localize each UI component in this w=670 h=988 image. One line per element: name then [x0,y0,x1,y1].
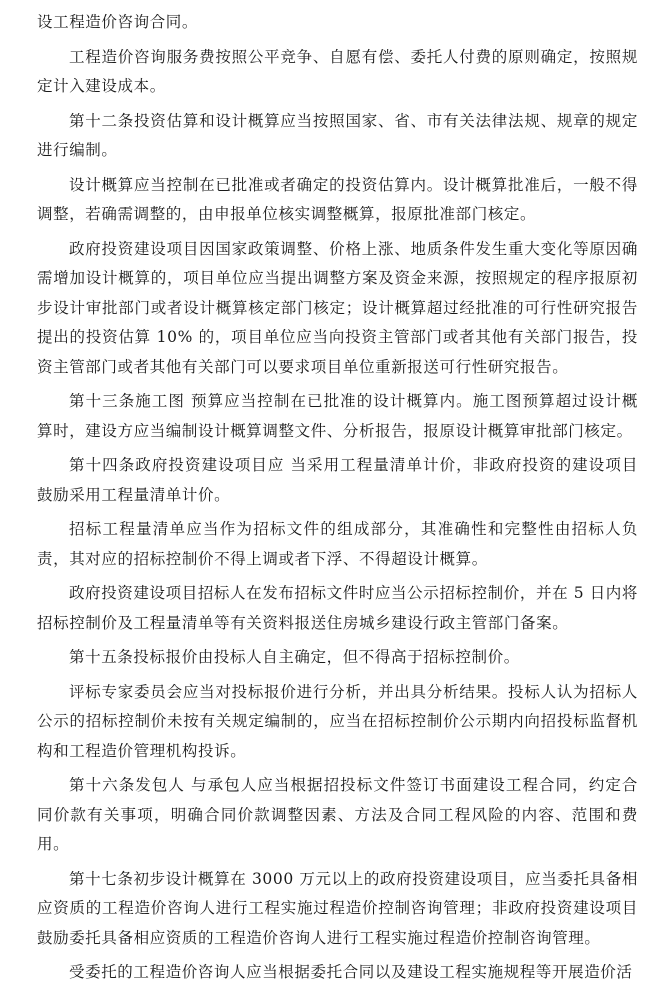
paragraph-article-12: 第十二条投资估算和设计概算应当按照国家、省、市有关法律法规、规章的规定进行编制。 [37,111,638,159]
paragraph-estimate-adjustment: 政府投资建设项目因国家政策调整、价格上涨、地质条件发生重大变化等原因确需增加设计概算的，项目单位应当提出调整方案及资金来源，按照规定的程序报原初步设计审批部门或者设计概算核定部门核定；设计概算超过经批准的可行性研究报告提出的投资估算 10% 的，项目单位应当向投资主管部门或者其他有关部门报告，投资主管部门或者其他有关部门可以要求项目单位重新报送可行性研究报告。 [37,239,638,376]
paragraph-bill-of-quantities: 招标工程量清单应当作为招标文件的组成部分，其准确性和完整性由招标人负责，其对应的招标控制价不得上调或者下浮、不得超设计概算。 [37,520,638,568]
paragraph-design-estimate-control: 设计概算应当控制在已批准或者确定的投资估算内。设计概算批准后，一般不得调整，若确需调整的，由申报单位核实调整概算，报原批准部门核定。 [37,175,638,223]
paragraph-bid-evaluation: 评标专家委员会应当对投标报价进行分析，并出具分析结果。投标人认为招标人公示的招标控制价未按有关规定编制的，应当在招标控制价公示期内向招投标监督机构和工程造价管理机构投诉。 [37,682,638,760]
paragraph-article-16: 第十六条发包人 与承包人应当根据招投标文件签订书面建设工程合同，约定合同价款有关事项，明确合同价款调整因素、方法及合同工程风险的内容、范围和费用。 [37,776,638,853]
paragraph-article-14: 第十四条政府投资建设项目应 当采用工程量清单计价，非政府投资的建设项目鼓励采用工程量清单计价。 [37,456,638,504]
paragraph-article-13: 第十三条施工图 预算应当控制在已批准的设计概算内。施工图预算超过设计概算时，建设方应当编制设计概算调整文件、分析报告，报原设计概算审批部门核定。 [37,392,638,440]
paragraph-article-17: 第十七条初步设计概算在 3000 万元以上的政府投资建设项目，应当委托具备相应资质的工程造价咨询人进行工程实施过程造价控制咨询管理；非政府投资建设项目鼓励委托具备相应资质的工程造价咨询人进行工程实施过程造价控制咨询管理。 [37,869,638,947]
paragraph-consulting-fee: 工程造价咨询服务费按照公平竞争、自愿有偿、委托人付费的原则确定，按照规定计入建设成本。 [37,47,638,95]
paragraph-consultant-duties: 受委托的工程造价咨询人应当根据委托合同以及建设工程实施规程等开展造价活 [69,963,633,981]
paragraph-article-15: 第十五条投标报价由投标人自主确定，但不得高于招标控制价。 [69,648,520,666]
paragraph-continuation: 设工程造价咨询合同。 [37,13,199,31]
paragraph-control-price-disclosure: 政府投资建设项目招标人在发布招标文件时应当公示招标控制价，并在 5 日内将招标控制价及工程量清单等有关资料报送住房城乡建设行政主管部门备案。 [37,584,638,632]
